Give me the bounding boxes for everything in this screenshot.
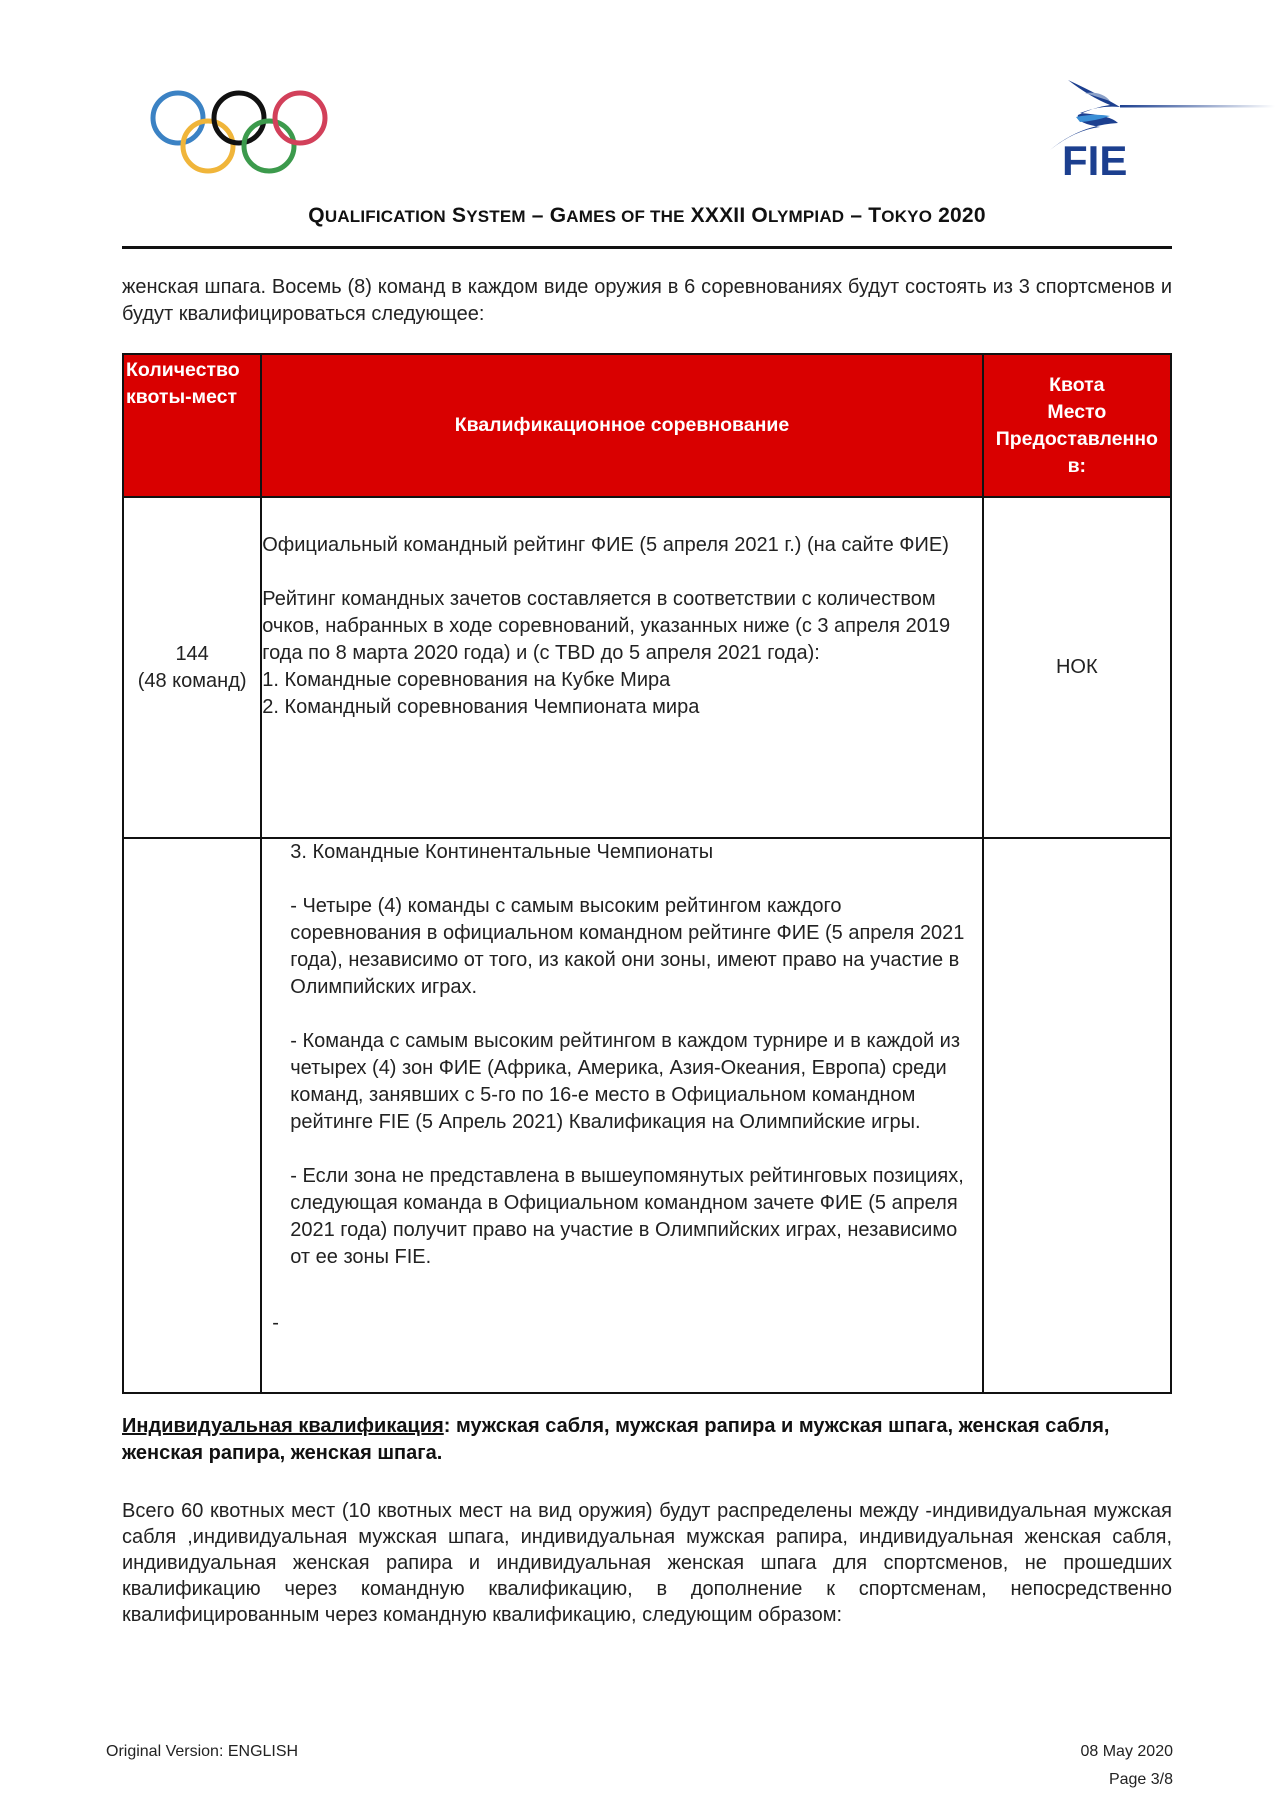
fie-logo-text: FIE: [1062, 137, 1128, 184]
olympic-rings-logo: [145, 88, 335, 180]
ring-black: [214, 93, 264, 143]
quota-table: [122, 353, 1172, 1394]
intro-paragraph: женская шпага. Восемь (8) команд в каждом виде оружия в 6 соревнованиях будут состоять из 3 спортсменов и будут квалифицироваться следующее:: [122, 276, 1172, 325]
allocated-cell: НОК: [983, 497, 1171, 838]
quota-count-cell: 144 (48 команд): [123, 497, 261, 838]
footer-date: 08 May 2020: [1080, 1743, 1173, 1760]
list-item: 2. Командный соревнования Чемпионата мира: [262, 696, 700, 718]
header-competition: Квалификационное соревнование: [261, 354, 982, 497]
table-row: [123, 838, 1171, 1393]
bullet-paragraph: - Если зона не представлена в вышеупомянутых рейтинговых позициях, следующая команда в Официальном командном зачете ФИЕ (5 апреля 2021 года) получит право на участие в Олимпийских играх, независимо от ее зоны FIE.: [290, 1165, 964, 1268]
ring-red: [275, 93, 325, 143]
ring-yellow: [183, 121, 233, 171]
ranking-source: Официальный командный рейтинг ФИЕ (5 апреля 2021 г.) (на сайте ФИЕ): [262, 534, 949, 556]
ring-green: [244, 121, 294, 171]
list-item: 3. Командные Континентальные Чемпионаты: [290, 841, 714, 863]
list-item: 1. Командные соревнования на Кубке Мира: [262, 669, 671, 691]
bullet-paragraph: - Четыре (4) команды с самым высоким рейтингом каждого соревнования в официальном командном рейтинге ФИЕ (5 апреля 2021 года), независимо от того, из какой они зоны, имеют право на участие в Олимпийских играх.: [290, 895, 965, 998]
trailing-dash: -: [272, 1312, 279, 1334]
header-divider: [122, 246, 1172, 249]
bullet-paragraph: - Команда с самым высоким рейтингом в каждом турнире и в каждой из четырех (4) зон ФИЕ (Африка, Америка, Азия-Океания, Европа) среди команд, занявших с 5-го по 16-е место в Официальном командном рейтинге FIE (5 Апрель 2021) Квалификация на Олимпийские игры.: [290, 1030, 961, 1133]
individual-qualification-heading: Индивидуальная квалификация: мужская сабля, мужская рапира и мужская шпага, женская сабля, женская рапира, женская шпага.: [122, 1415, 1110, 1464]
ranking-description: Рейтинг командных зачетов составляется в соответствии с количеством очков, набранных в ходе соревнований, указанных ниже (с 3 апреля 2019 года по 8 марта 2020 года) и (с TBD до 5 апреля 2021 года):: [262, 588, 951, 664]
footer-original-version: Original Version: ENGLISH: [106, 1743, 299, 1760]
competition-cell: [261, 838, 982, 1393]
header-allocated-to: Квота Место Предоставленно в:: [983, 354, 1171, 497]
table-row: [123, 497, 1171, 838]
table-header-row: [123, 354, 1171, 497]
header-quota-count: Количество квоты-мест: [123, 354, 261, 497]
empty-cell: [983, 838, 1171, 1393]
empty-cell: [123, 838, 261, 1393]
individual-qualification-paragraph: Всего 60 квотных мест (10 квотных мест на вид оружия) будут распределены между -индивидуальная мужская сабля ,индивидуальная мужская шпага, индивидуальная мужская рапира, индивидуальная женская сабля, индивидуальная женская рапира и индивидуальная женская шпага для спортсменов, не прошедших квалификацию через командную квалификацию, в дополнение к спортсменам, непосредственно квалифицированным через командную квалификацию, следующим образом:: [122, 1500, 1172, 1626]
ring-blue: [153, 93, 203, 143]
document-title: QUALIFICATION SYSTEM – GAMES OF THE XXXII OLYMPIAD – TOKYO 2020: [308, 204, 986, 227]
footer-page-number: Page 3/8: [1108, 1771, 1173, 1788]
competition-cell: [261, 497, 982, 838]
fie-logo: [1040, 75, 1280, 185]
